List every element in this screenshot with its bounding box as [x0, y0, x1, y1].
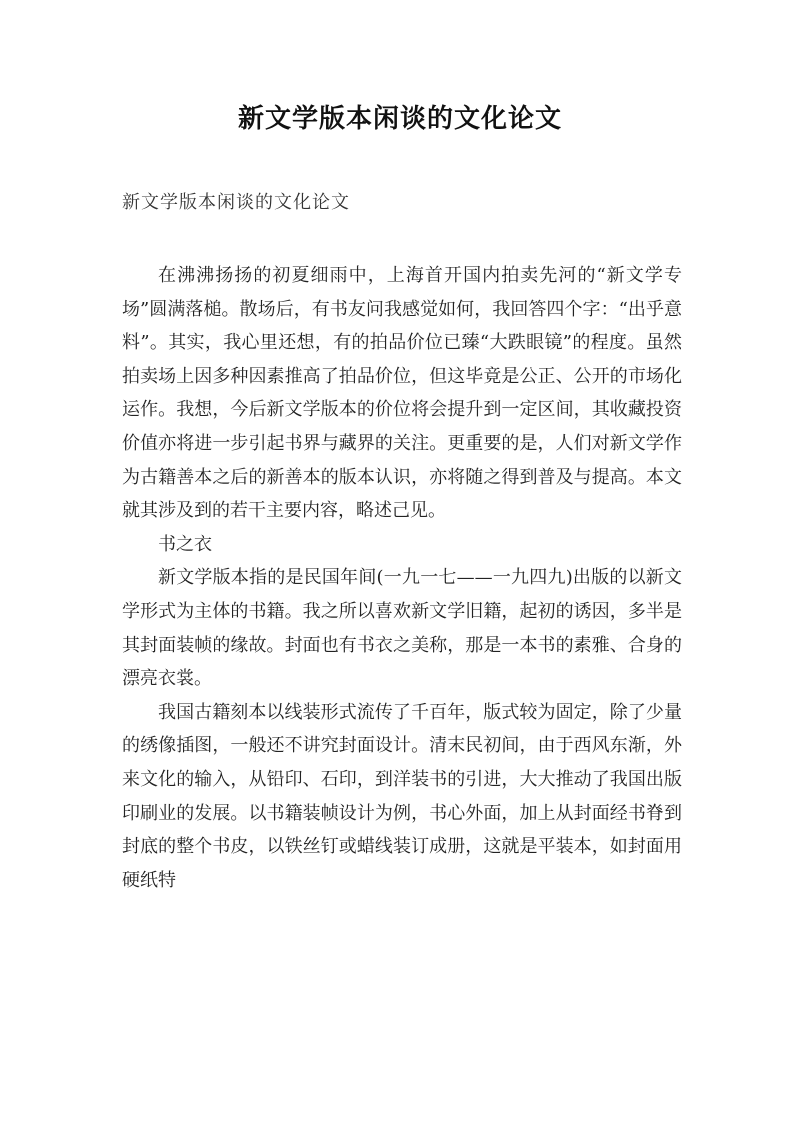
paragraph-definition: 新文学版本指的是民国年间(一九一七——一九四九)出版的以新文学形式为主体的书籍。我之所以喜欢新文学旧籍，起初的诱因，多半是其封面装帧的缘故。封面也有书衣之美称，那是一本书的素雅、合身的漂亮衣裳。 [122, 567, 682, 690]
paragraph-history: 我国古籍刻本以线装形式流传了千百年，版式较为固定，除了少量的绣像插图，一般还不讲究封面设计。清末民初间，由于西风东渐，外来文化的输入，从铅印、石印，到洋装书的引进，大大推动了我国出版印刷业的发展。以书籍装帧设计为例，书心外面，加上从封面经书脊到封底的整个书皮，以铁丝钉或蜡线装订成册，这就是平装本，如封面用硬纸特 [122, 701, 682, 891]
document-title: 新文学版本闲谈的文化论文 [237, 104, 562, 134]
document-body [122, 259, 682, 897]
paragraph-intro: 在沸沸扬扬的初夏细雨中，上海首开国内拍卖先河的“新文学专场”圆满落槌。散场后，有书友问我感觉如何，我回答四个字：“出乎意料”。其实，我心里还想，有的拍品价位已臻“大跌眼镜”的程度。虽然拍卖场上因多种因素推高了拍品价位，但这毕竟是公正、公开的市场化运作。我想，今后新文学版本的价位将会提升到一定区间，其收藏投资价值亦将进一步引起书界与藏界的关注。更重要的是，人们对新文学作为古籍善本之后的新善本的版本认识，亦将随之得到普及与提高。本文就其涉及到的若干主要内容，略述己见。 [122, 265, 682, 522]
section-heading: 书之衣 [158, 533, 212, 555]
document-subtitle: 新文学版本闲谈的文化论文 [122, 192, 350, 213]
